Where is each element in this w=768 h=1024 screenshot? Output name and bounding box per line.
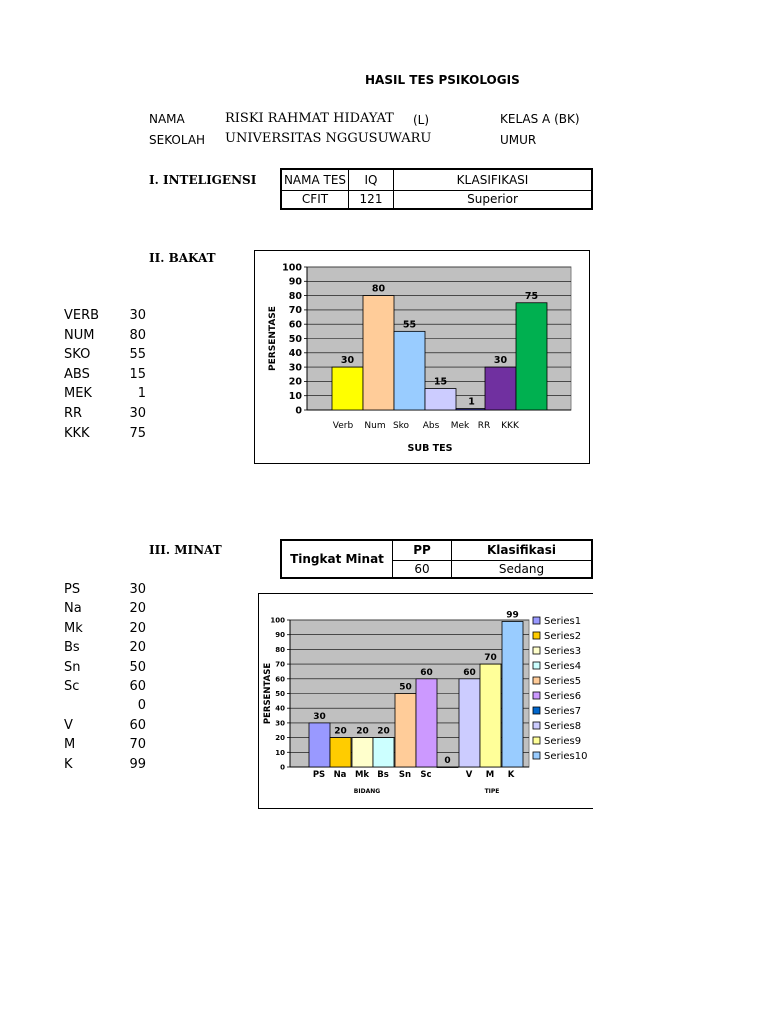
bakat-item-label: ABS: [64, 366, 90, 382]
legend-swatch: [533, 707, 540, 714]
x-axis-label-tipe: TIPE: [484, 788, 500, 795]
col-header-klasifikasi: KLASIFIKASI: [394, 169, 593, 190]
bar: [485, 367, 516, 410]
bar: [332, 367, 363, 410]
y-tick-label: 10: [275, 748, 285, 757]
kelas-value: KELAS A (BK): [500, 112, 580, 126]
legend-label: Series10: [544, 751, 588, 762]
legend-label: Series1: [544, 616, 582, 627]
data-label: 20: [356, 726, 369, 737]
bakat-item-label: KKK: [64, 425, 90, 441]
bakat-item-label: VERB: [64, 308, 100, 323]
minat-table: [280, 539, 593, 579]
legend-swatch: [533, 662, 540, 669]
legend-label: Series6: [544, 691, 582, 702]
y-tick-label: 80: [275, 645, 285, 654]
minat-item-value: 20: [129, 620, 146, 636]
data-label: 1: [468, 396, 475, 408]
x-tick-label: Num: [364, 421, 386, 431]
data-label: 20: [334, 726, 347, 737]
bar: [395, 694, 416, 768]
sekolah-value: UNIVERSITAS NGGUSUWARU: [225, 131, 432, 146]
bar: [502, 621, 523, 767]
x-tick-label: Sc: [420, 770, 432, 780]
y-axis-label: PERSENTASE: [263, 662, 273, 725]
x-tick-label: Sko: [392, 421, 410, 431]
y-tick-label: 70: [275, 660, 285, 669]
y-tick-label: 80: [288, 290, 302, 302]
x-axis-label-bidang: BIDANG: [353, 788, 381, 795]
y-tick-label: 30: [288, 362, 302, 374]
minat-item-label: PS: [64, 582, 81, 597]
col-header-pp: PP: [393, 540, 452, 560]
bakat-item-label: NUM: [64, 327, 95, 343]
minat-item-label: Bs: [64, 640, 80, 656]
bakat-item-value: 30: [129, 308, 146, 323]
data-label: 75: [524, 290, 539, 302]
cell-klasifikasi-minat: Sedang: [452, 560, 593, 578]
legend-label: Series4: [544, 661, 582, 672]
minat-item-value: 50: [129, 659, 146, 675]
minat-chart: [258, 593, 593, 809]
legend-label: Series3: [544, 646, 582, 657]
y-tick-label: 90: [288, 276, 302, 288]
minat-item-label: K: [64, 756, 73, 772]
minat-item-label: V: [64, 717, 73, 733]
bar: [373, 738, 394, 767]
bar: [456, 409, 487, 410]
minat-item-value: 60: [129, 717, 146, 733]
nama-label: NAMA: [149, 112, 185, 126]
data-label: 80: [371, 283, 386, 295]
y-tick-label: 50: [288, 333, 302, 345]
y-tick-label: 40: [275, 704, 285, 713]
minat-item-label: Sn: [64, 659, 81, 675]
bakat-item-value: 55: [129, 347, 146, 363]
bakat-chart: [254, 250, 590, 464]
bar: [330, 738, 351, 767]
bakat-heading: II. BAKAT: [149, 251, 216, 265]
bakat-item-value: 75: [129, 425, 146, 441]
bar: [425, 389, 456, 410]
y-tick-label: 70: [288, 305, 302, 317]
col-header-nama-tes: NAMA TES: [281, 169, 349, 190]
data-label: 15: [433, 376, 448, 388]
y-tick-label: 0: [280, 763, 285, 772]
legend-label: Series5: [544, 676, 582, 687]
col-header-iq: IQ: [349, 169, 394, 190]
legend-swatch: [533, 677, 540, 684]
bar: [363, 296, 394, 410]
data-label: 99: [506, 610, 519, 621]
bakat-item-label: RR: [64, 406, 83, 421]
bakat-chart-svg: [255, 251, 589, 463]
gender-value: (L): [413, 113, 430, 127]
y-tick-label: 90: [275, 631, 285, 640]
y-tick-label: 30: [275, 719, 285, 728]
inteligensi-heading: I. INTELIGENSI: [149, 173, 257, 187]
umur-label: UMUR: [500, 133, 537, 147]
nama-value: RISKI RAHMAT HIDAYAT: [225, 111, 394, 126]
tingkat-minat-label: Tingkat Minat: [281, 540, 393, 578]
bar: [437, 767, 458, 768]
data-label: 30: [340, 355, 355, 367]
inteligensi-table: [280, 168, 593, 210]
x-tick-label: Mek: [450, 421, 470, 431]
bar: [480, 664, 501, 767]
cell-iq: 121: [349, 190, 394, 209]
y-tick-label: 20: [288, 376, 302, 388]
legend-label: Series2: [544, 631, 582, 642]
legend-swatch: [533, 752, 540, 759]
minat-item-label: Sc: [64, 679, 80, 694]
bar: [309, 723, 330, 767]
minat-item-value: 70: [129, 737, 146, 753]
col-header-klasifikasi-minat: Klasifikasi: [452, 540, 593, 560]
x-tick-label: Verb: [332, 421, 354, 431]
bakat-item-label: SKO: [64, 347, 91, 363]
y-tick-label: 50: [275, 689, 285, 698]
cell-nama-tes: CFIT: [281, 190, 349, 209]
bakat-item-value: 80: [129, 327, 146, 343]
y-tick-label: 100: [282, 262, 302, 274]
minat-item-value: 99: [129, 756, 146, 772]
minat-item-label: Mk: [64, 620, 83, 636]
legend-swatch: [533, 647, 540, 654]
y-tick-label: 40: [288, 348, 302, 360]
legend-label: Series9: [544, 736, 582, 747]
data-label: 20: [377, 726, 390, 737]
legend-swatch: [533, 737, 540, 744]
y-axis-label: PERSENTASE: [268, 306, 278, 371]
legend-swatch: [533, 617, 540, 624]
x-tick-label: Abs: [422, 421, 440, 431]
data-label: 60: [463, 667, 476, 678]
bakat-item-value: 30: [129, 406, 146, 421]
x-tick-label: V: [465, 770, 473, 780]
x-tick-label: PS: [312, 770, 326, 780]
data-label: 60: [420, 667, 433, 678]
minat-heading: III. MINAT: [149, 543, 222, 557]
x-tick-label: Mk: [354, 770, 370, 780]
minat-item-label: M: [64, 737, 76, 753]
bar: [352, 738, 373, 767]
x-tick-label: M: [485, 770, 495, 780]
page-title: HASIL TES PSIKOLOGIS: [365, 73, 520, 87]
data-label: 30: [493, 355, 508, 367]
bakat-item-value: 15: [129, 366, 146, 382]
cell-klasifikasi: Superior: [394, 190, 593, 209]
y-tick-label: 0: [295, 405, 302, 417]
legend-swatch: [533, 722, 540, 729]
data-label: 30: [313, 711, 326, 722]
minat-item-value: 20: [129, 601, 146, 617]
bakat-item-value: 1: [137, 386, 146, 402]
legend-label: Series7: [544, 706, 582, 717]
legend-swatch: [533, 632, 540, 639]
minat-item-value: 60: [129, 679, 146, 694]
x-tick-label: KKK: [501, 421, 519, 431]
bar: [394, 331, 425, 410]
x-axis-label: SUB TES: [407, 443, 453, 454]
minat-chart-svg: [259, 594, 593, 808]
sekolah-label: SEKOLAH: [149, 133, 206, 147]
bakat-item-label: MEK: [64, 386, 92, 402]
legend-label: Series8: [544, 721, 582, 732]
minat-item-label: Na: [64, 601, 82, 617]
x-tick-label: Bs: [377, 770, 389, 780]
x-tick-label: Sn: [398, 770, 412, 780]
y-tick-label: 60: [288, 319, 302, 331]
y-tick-label: 20: [275, 734, 285, 743]
minat-item-value: 30: [129, 582, 146, 597]
legend-swatch: [533, 692, 540, 699]
cell-pp: 60: [393, 560, 452, 578]
y-tick-label: 100: [270, 616, 285, 625]
data-label: 70: [484, 653, 497, 664]
y-tick-label: 60: [275, 675, 285, 684]
bar: [416, 679, 437, 767]
bar: [459, 679, 480, 767]
x-tick-label: Na: [333, 770, 347, 780]
x-tick-label: RR: [477, 421, 491, 431]
data-label: 0: [444, 756, 451, 766]
y-tick-label: 10: [288, 391, 302, 403]
x-tick-label: K: [507, 770, 515, 780]
minat-item-value: 20: [129, 640, 146, 656]
data-label: 50: [399, 682, 412, 693]
minat-item-value: 0: [137, 698, 146, 714]
bar: [516, 303, 547, 410]
data-label: 55: [402, 319, 417, 331]
